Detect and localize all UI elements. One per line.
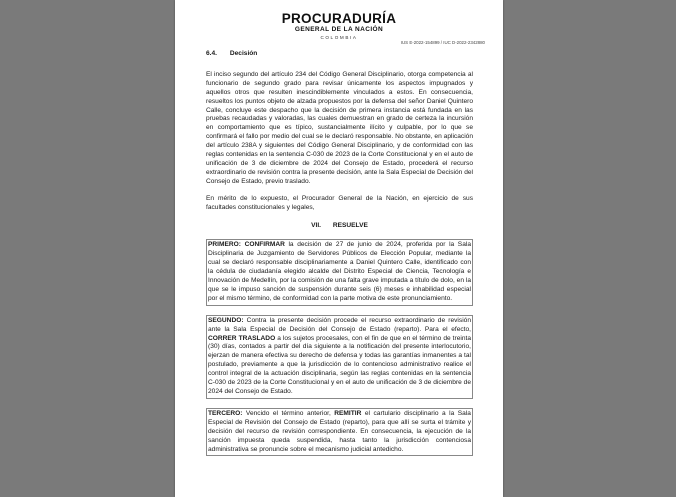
tercero-paragraph (208, 410, 471, 455)
resuelve-number: VII. (311, 221, 321, 229)
decision-paragraph: El inciso segundo del artículo 234 del Código General Disciplinario, otorga competencia al funcionario de segundo grado para revisar únicamente los aspectos impugnados y aquellos otros que resulten inescindiblemente vinculados a estos. En consecuencia, resueltos los puntos objeto de alzada propuestos por la defensa del señor Daniel Quintero Calle, concluye este despacho que la decisión de primera instancia está fundada en las pruebas recaudadas y valoradas, las cuales demuestran en grado de certeza la incursión en comportamiento que es típico, sustancialmente ilícito y culpable, por lo que se confirmará el fallo por medio del cual se le declaró responsable. No obstante, en aplicación del artículo 238A y siguientes del Código General Disciplinario, y de conformidad con las reglas contenidas en la sentencia C-030 de 2023 de la Corte Constitucional y en el auto de unificación de 3 de diciembre de 2024 del Consejo de Estado, procederá el recurso extraordinario de revisión contra la presente decisión, ante la Sala Especial de Decisión del Consejo de Estado, previo traslado. (206, 70, 473, 185)
section-heading (206, 50, 473, 59)
segundo-text-b: a los sujetos procesales, con el fin de que en el término de treinta (30) días, contados a partir del día siguiente a la notificación del presente interlocutorio, ejerzan de manera efectiva su derecho de defensa y todas las garantías inmanentes a tal postulado, previamente a que la jurisdicción de lo contencioso administrativo realice el control integral de la actuación disciplinaria, según las reglas contenidas en la sentencia C-030 de 2023 de la Corte Constitucional y en el auto de unificación de 3 de diciembre de 2024 del Consejo de Estado. (208, 334, 471, 395)
section-title: Decisión (229, 50, 258, 57)
segundo-block (206, 315, 473, 399)
primero-paragraph (208, 241, 471, 303)
institution-logo (175, 12, 503, 41)
logo-main-text: PROCURADURÍA (281, 11, 397, 26)
primero-text-b: elegido alcalde del Distrito Especial de Ciencia, Tecnología e Innovación de Medellín, por la comisión de una falta grave imputada a título de dolo, en la que se le impuso sanción de suspensión durante seis (6) meses e inhabilidad especial por el mismo término, de conformidad con la parte motiva de este pronunciamiento. (208, 268, 472, 302)
segundo-label: SEGUNDO: (208, 316, 244, 324)
section-number: 6.4. (206, 50, 217, 57)
logo-country-text: COLOMBIA (320, 35, 358, 40)
primero-block (206, 239, 473, 305)
tercero-text-b: el cartulario disciplinario a la Sala Especial de Revisión del Consejo de Estado (reparto), para que allí se surta el trámite y decisión del recurso de revisión correspondiente. En consecuencia, la ejecución de la sanción impuesta queda suspendida, hasta tanto la jurisdicción contenciosa administrativa se pronuncie sobre el mecanismo judicial antedicho. (208, 409, 471, 453)
tercero-action: REMITIR (334, 409, 362, 417)
case-reference: IUS E-2022-154899 / IUC D-2022-2342880 (400, 40, 485, 45)
tercero-label: TERCERO: (208, 409, 243, 417)
document-body (206, 50, 473, 465)
primero-label: PRIMERO: (208, 241, 241, 249)
resuelve-heading (206, 222, 473, 231)
tercero-block (206, 408, 473, 457)
segundo-text-a: Contra la presente decisión procede el recurso extraordinario de revisión ante la Sala Especial de Decisión del Consejo de Estado (reparto). Para el efecto, (208, 316, 471, 333)
resuelve-title: RESUELVE (332, 221, 368, 229)
segundo-paragraph (208, 317, 471, 397)
merit-paragraph: En mérito de lo expuesto, el Procurador General de la Nación, en ejercicio de sus facultades constitucionales y legales, (206, 195, 473, 212)
logo-sub-text: GENERAL DE LA NACIÓN (294, 26, 384, 33)
document-page (175, 0, 503, 497)
primero-action: CONFIRMAR (244, 241, 285, 249)
primero-text-a: la decisión de 27 de junio de 2024, proferida por la Sala Disciplinaria de Juzgamiento de Servidores Públicos de Elección Popular, mediante la cual se declaró responsable disciplinariamente a Daniel Quintero Calle, identificado con la cédula de ciudadanía (208, 241, 471, 276)
segundo-action: CORRER TRASLADO (208, 334, 276, 342)
tercero-text-a: Vencido el término anterior, (242, 409, 335, 417)
